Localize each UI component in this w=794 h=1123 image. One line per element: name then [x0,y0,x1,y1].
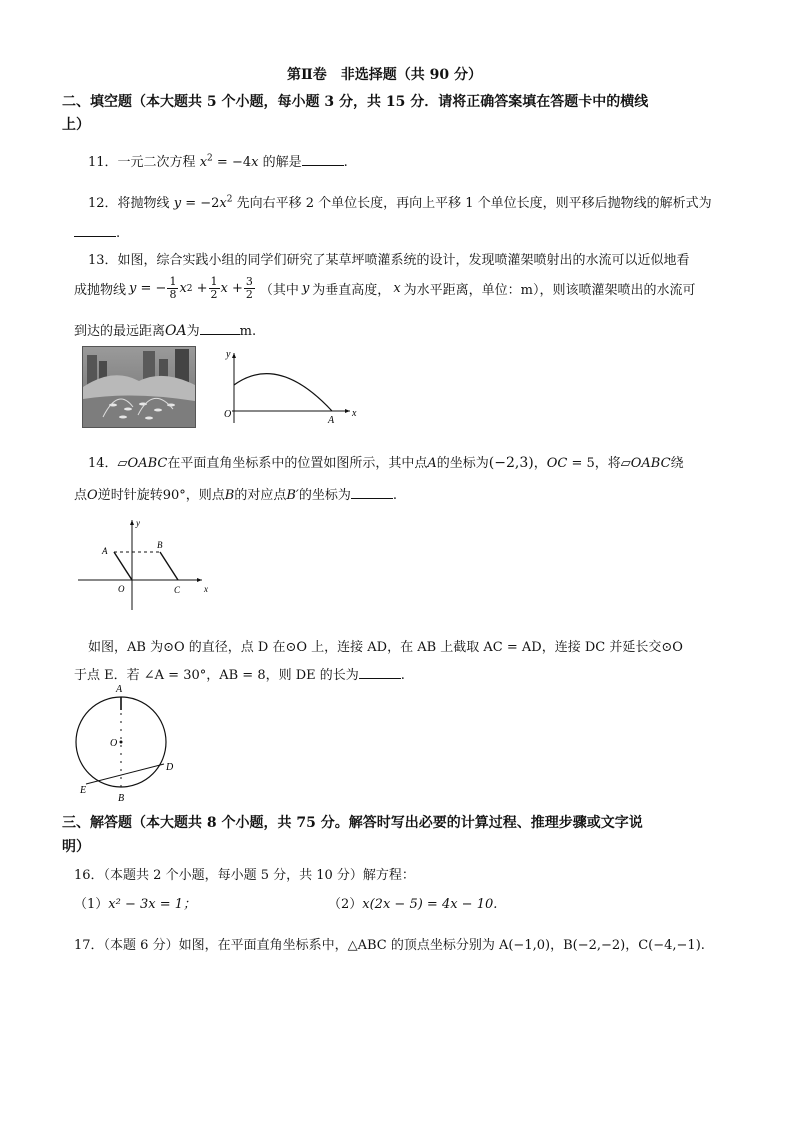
question-15-line1: 如图，AB 为⊙O 的直径，点 D 在⊙O 上，连接 AD，在 AB 上截取 AC = AD，连接 DC 并延长交⊙O [88,640,683,655]
point-a-label: A [102,546,108,556]
question-16-sub1: （1）x² − 3x = 1； [74,897,197,912]
point-c-label: C [174,585,181,595]
answer-blank-15 [359,666,401,679]
answer-blank-14 [351,486,393,499]
section-title: 第Ⅱ卷 非选择题（共 90 分） [287,67,483,83]
y-axis-label: y [226,349,231,360]
point-a-label: A [328,415,335,425]
question-13-line3: 到达的最远距离OA为 m. [74,323,257,339]
point-e-label: E [80,785,87,796]
x-axis-label: x [204,584,208,594]
question-14-line1: 14．▱OABC在平面直角坐标系中的位置如图所示，其中点A的坐标为(−2,3)，OC = 5，将▱OABC绕 [88,455,684,471]
answer-blank-12 [74,224,116,237]
y-axis-label: y [136,518,140,528]
question-16-sub2: （2）x(2x − 5) = 4x − 10. [328,897,498,912]
parallelogram-graph [74,512,214,612]
fraction-3-2: $\frac{3}{2}$ [245,275,253,301]
sprinkler-photo-image [83,347,195,427]
segment-bc [160,552,178,580]
point-d-label: D [166,762,174,773]
point-o-label: O [110,738,118,749]
segment-oa [114,552,132,580]
point-a-label: A [116,684,123,695]
origin-label: O [224,409,232,420]
point-b-label: B [118,793,125,804]
fraction-1-8: $\frac{1}{8}$ [169,275,177,301]
question-13-line1: 13．如图，综合实践小组的同学们研究了某草坪喷灌系统的设计，发现喷灌架喷射出的水流可以近似地看 [88,253,690,268]
sprinkler-photo [82,346,196,428]
part2-header-line2: 上） [62,117,90,133]
question-11: 11．一元二次方程 $x^2 = -4x$ 的解是 . [88,153,348,170]
question-16-intro: 16．（本题共 2 个小题，每小题 5 分，共 10 分）解方程： [74,868,415,883]
question-14-line2: 点O逆时针旋转90°，则点B的对应点B′的坐标为 . [74,488,398,503]
origin-label: O [118,584,125,594]
point-b-label: B [157,540,163,550]
answer-blank-11 [302,153,344,166]
part3-header-line2: 明） [62,839,90,855]
x-axis-label: x [352,408,357,419]
part3-header-line1: 三、解答题（本大题共 8 个小题，共 75 分。解答时写出必要的计算过程、推理步骤或文字说 [62,815,643,831]
circle-graph [74,680,184,806]
question-12-blank-line: . [74,224,120,241]
question-15-line2: 于点 E．若 ∠A = 30°，AB = 8，则 DE 的长为 . [74,668,405,683]
question-13-line2: 成抛物线 y = − $\frac{1}{8}$ x 2 + $\frac{1}{2}$ x + $\frac{3}{2}$ （其中 y 为垂直高度， x 为水平距离，单位：m），则该喷灌架喷出的水流可 [74,275,696,301]
parabola-graph [218,345,358,425]
fraction-1-2: $\frac{1}{2}$ [210,275,218,301]
question-12: 12．将抛物线 $y = -2x^2$ 先向右平移 2 个单位长度，再向上平移 1 个单位长度，则平移后抛物线的解析式为 [88,194,712,211]
question-17: 17．（本题 6 分）如图，在平面直角坐标系中，△ABC 的顶点坐标分别为 A(−1,0)，B(−2,−2)，C(−4,−1). [74,938,705,953]
part2-header-line1: 二、填空题（本大题共 5 个小题，每小题 3 分，共 15 分．请将正确答案填在答题卡中的横线 [62,94,649,110]
answer-blank-13 [200,322,240,335]
parabola-curve [234,374,332,411]
